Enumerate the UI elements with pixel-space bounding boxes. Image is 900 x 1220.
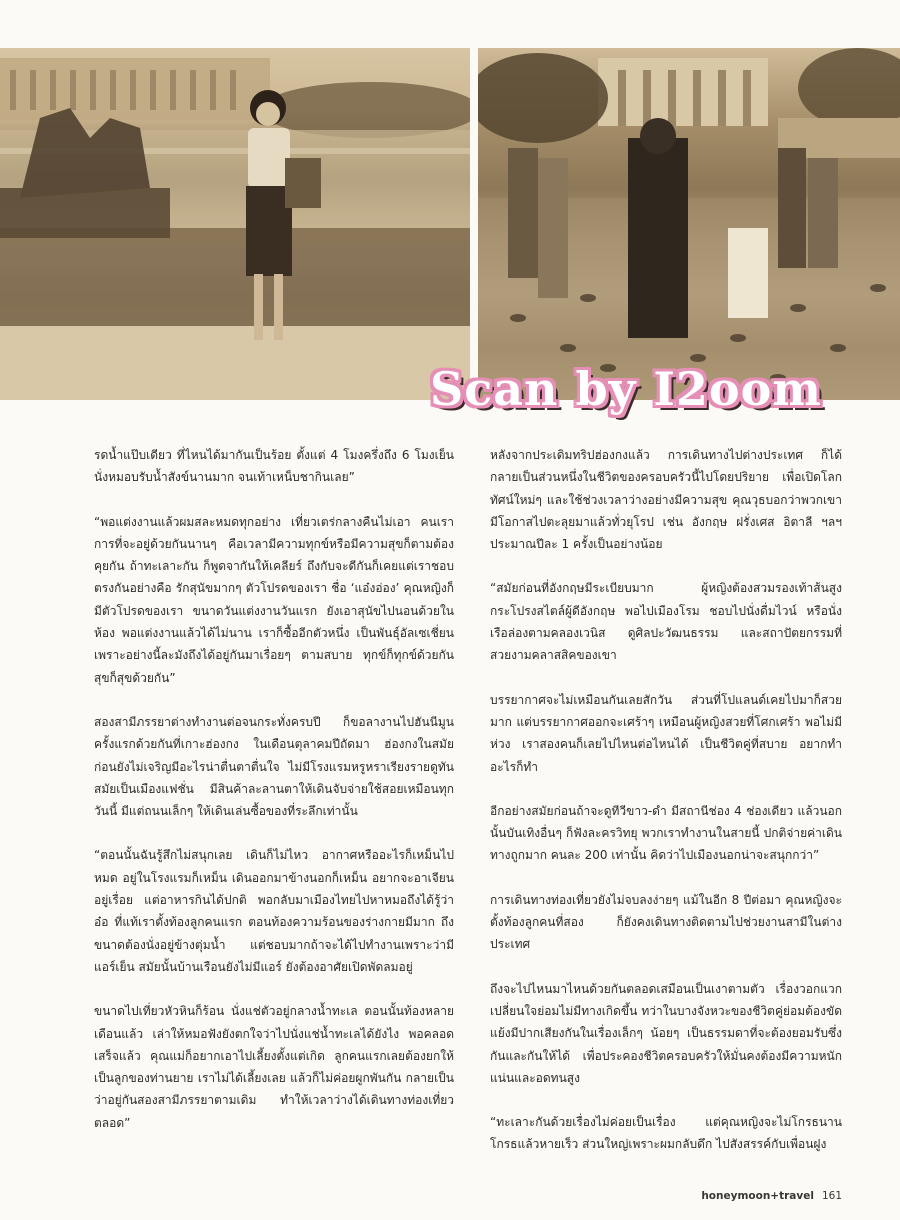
scan-watermark: Scan by I2oom [430,362,822,416]
magazine-brand: honeymoon+travel [701,1190,814,1202]
photo-right-illustration [478,48,900,400]
paragraph: รดน้ำแป๊บเดียว ที่ไหนได้มากันเป็นร้อย ตั้งแต่ 4 โมงครึ่งถึง 6 โมงเย็น นั่งหมอบรับน้ำสังข์นานมาก จนเท้าเหน็บชากินเลย” [94,448,454,485]
article-column-left [94,444,454,1156]
paragraph: “สมัยก่อนที่อังกฤษมีระเบียบมาก ผู้หญิงต้องสวมรองเท้าส้นสูงกระโปรงสไตล์ผู้ดีอังกฤษ พอไปเมืองโรม ชอบไปนั่งดื่มไวน์ หรือนั่งเรือล่องตามคลองเวนิส ดูศิลปะวัฒนธรรม และสถาปัตยกรรมที่สวยงามคลาสสิคของเขา [490,581,842,663]
vintage-photo-man-feeding-pigeons [478,48,900,400]
paragraph: หลังจากประเดิมทริปฮ่องกงแล้ว การเดินทางไปต่างประเทศ ก็ได้กลายเป็นส่วนหนึ่งในชีวิตของครอบครัวนี้ไปโดยปริยาย เพื่อเปิดโลกทัศน์ใหม่ๆ และใช้ช่วงเวลาว่างอย่างมีความสุข คุณวุธบอกว่าพวกเขามีโอกาสไปตะลุยมาแล้วทั่วยุโรป เช่น อังกฤษ ฝรั่งเศส อิตาลี ฯลฯ ประมาณปีละ 1 ครั้งเป็นอย่างน้อย [490,448,842,552]
paragraph: บรรยากาศจะไม่เหมือนกันเลยสักวัน ส่วนที่โปแลนด์เคยไปมาก็สวยมาก แต่บรรยากาศออกจะเศร้าๆ เหมือนผู้หญิงสวยที่โศกเศร้า พอไม่มีห่วง เราสองคนก็เลยไปไหนต่อไหนได้ เป็นชีวิตคู่ที่สบาย อยากทำอะไรก็ทำ [490,692,842,774]
page-footer [701,1190,842,1202]
paragraph: “ตอนนั้นฉันรู้สึกไม่สนุกเลย เดินก็ไม่ไหว อากาศหรืออะไรก็เหม็นไปหมด อยู่ในโรงแรมก็เหม็น เดินออกมาข้างนอกก็เหม็น อยากจะอาเจียนอยู่เรื่อย แต่อาหารกินได้ปกติ พอกลับมาเมืองไทยไปหาหมอถึงได้รู้ว่า อ๋อ ที่แท้เราตั้งท้องลูกคนแรก ตอนท้องความร้อนของร่างกายมีมาก ถึงขนาดต้องนั่งอยู่ข้างตุ่มน้ำ แต่ชอบมากถ้าจะได้ไปทำงานเพราะว่ามีแอร์เย็น สมัยนั้นบ้านเรือนยังไม่มีแอร์ ยังต้องอาศัยเปิดพัดลมอยู่ [94,848,454,974]
paragraph: “พอแต่งงานแล้วผมสละหมดทุกอย่าง เที่ยวเตร่กลางคืนไม่เอา คนเราการที่จะอยู่ด้วยกันนานๆ คือเวลามีความทุกข์หรือมีความสุขก็ตามต้องคุยกัน ถ้าทะเลาะกัน ก็พูดจากันให้เคลียร์ ถึงกับจะดีกันก็เคยแต่เราชอบตรงกันอย่างคือ รักสุนัขมากๆ ตัวโปรดของเรา ชื่อ ‘แอ๋งอ่อง’ คุณหญิงก็มีตัวโปรดของเรา ขนาดวันแต่งงานวันแรก ยังเอาสุนัขไปนอนด้วยในห้อง พอแต่งงานแล้วได้ไม่นาน เราก็ซื้ออีกตัวหนึ่ง เป็นพันธุ์อัลเซเชี่ยน เพราะอย่างนี้ละมังถึงได้อยู่กันมาเรื่อยๆ ตามสบาย ทุกข์ก็ทุกข์ด้วยกัน สุขก็สุขด้วยกัน” [94,514,454,685]
photo-left-illustration [0,48,470,400]
article-column-right [490,444,842,1178]
paragraph: การเดินทางท่องเที่ยวยังไม่จบลงง่ายๆ แม้ในอีก 8 ปีต่อมา คุณหญิงจะตั้งท้องลูกคนที่สอง ก็ยังคงเดินทางติดตามไปช่วยงานสามีในต่างประเทศ [490,892,842,952]
paragraph: “ทะเลาะกันด้วยเรื่องไม่ค่อยเป็นเรื่อง แต่คุณหญิงจะไม่โกรธนาน โกรธแล้วหายเร็ว ส่วนใหญ่เพราะผมกลับดึก ไปสังสรรค์กับเพื่อนฝูง [490,1115,842,1152]
paragraph: ถึงจะไปไหนมาไหนด้วยกันตลอดเสมือนเป็นเงาตามตัว เรื่องวอกแวกเปลี่ยนใจย่อมไม่มีทางเกิดขึ้น ทว่าในบางจังหวะของชีวิตคู่ย่อมต้องขัดแย้งมีปากเสียงกันในเรื่องเล็กๆ น้อยๆ เป็นธรรมดาที่จะต้องยอมรับซึ่งกันและกันให้ได้ เพื่อประคองชีวิตครอบครัวให้มั่นคงต้องมีความหนักแน่นและอดทนสูง [490,981,842,1085]
paragraph: สองสามีภรรยาต่างทำงานต่อจนกระทั่งครบปี ก็ขอลางานไปฮันนีมูนครั้งแรกด้วยกันที่เกาะฮ่องกง ในเดือนตุลาคมปีถัดมา ฮ่องกงในสมัยก่อนยังไม่เจริญมีอะไรน่าตื่นตาตื่นใจ ไม่มีโรงแรมหรูหราเรียงรายดูทันสมัยเป็นเมืองแฟชั่น มีสินค้าละลานตาให้เดินจับจ่ายใช้สอยเหมือนทุกวันนี้ มีแต่ถนนเล็กๆ ให้เดินเล่นซื้อของที่ระลึกเท่านั้น [94,714,454,819]
paragraph: ขนาดไปเที่ยวหัวหินก็ร้อน นั่งแช่ตัวอยู่กลางน้ำทะเล ตอนนั้นท้องหลายเดือนแล้ว เล่าให้หมอฟังยังตกใจว่าไปนั่งแช่น้ำทะเลได้ยังไง พอคลอดเสร็จแล้ว คุณแม่ก็อยากเอาไปเลี้ยงตั้งแต่เกิด ลูกคนแรกเลยต้องยกให้เป็นลูกของท่านยาย เราไม่ได้เลี้ยงเลย แล้วก็ไม่ค่อยผูกพันกัน กลายเป็นว่าอยู่กันสองสามีภรรยาตามเดิม ทำให้เวลาว่างได้เดินทางท่องเที่ยวตลอด” [94,1004,454,1130]
vintage-photo-woman-by-fountain [0,48,470,400]
page-number: 161 [821,1190,842,1202]
paragraph: อีกอย่างสมัยก่อนถ้าจะดูทีวีขาว-ดำ มีสถานีช่อง 4 ช่องเดียว แล้วนอกนั้นบันเทิงอื่นๆ ก็ฟังละครวิทยุ พวกเราทำงานในสายนี้ ปกติจ่ายค่าเดินทางถูกมาก คนละ 200 เท่านั้น คิดว่าไปเมืองนอกน่าจะสนุกกว่า” [490,803,842,863]
